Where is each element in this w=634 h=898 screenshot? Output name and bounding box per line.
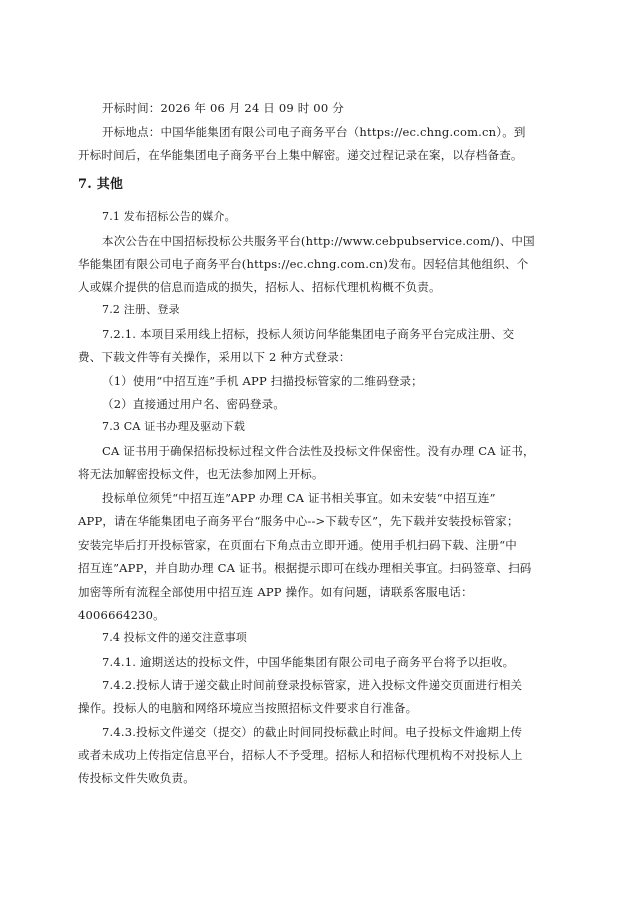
paragraph-line: 7.2.1. 本项目采用线上招标，投标人须访问华能集团电子商务平台完成注册、交 (102, 327, 515, 341)
paragraph-line: 操作。投标人的电脑和网络环境应当按照招标文件要求自行准备。 (78, 701, 418, 715)
paragraph-line: 7.4.1. 逾期送达的投标文件，中国华能集团有限公司电子商务平台将予以拒收。 (102, 655, 515, 669)
paragraph-line: 人或媒介提供的信息而造成的损失，招标人、招标代理机构概不负责。 (78, 280, 441, 294)
paragraph-line: 7.4.2.投标人请于递交截止时间前登录投标管家，进入投标文件递交页面进行相关 (102, 678, 523, 692)
paragraph-line: 将无法加解密投标文件，也无法参加网上开标。 (78, 467, 324, 481)
paragraph-line: 费、下载文件等有关操作，采用以下 2 种方式登录： (78, 350, 351, 364)
opening-location: 开标地点：中国华能集团有限公司电子商务平台（https://ec.chng.com.cn）。到 (102, 125, 526, 139)
subsection-heading-7-2: 7.2 注册、登录 (102, 303, 180, 316)
opening-time: 开标时间：2026 年 06 月 24 日 09 时 00 分 (102, 101, 344, 115)
phone-number: 4006664230。 (78, 608, 165, 622)
paragraph-line: 本次公告在中国招标投标公共服务平台(http://www.cebpubservice.com/)、中国 (102, 234, 535, 248)
paragraph-line: CA 证书用于确保招标投标过程文件合法性及投标文件保密性。没有办理 CA 证书， (102, 444, 535, 458)
subsection-heading-7-4: 7.4 投标文件的递交注意事项 (102, 631, 247, 644)
paragraph-line: 投标单位须凭“中招互连”APP 办理 CA 证书相关事宜。如未安装“中招互连” (102, 491, 496, 505)
paragraph-line: 华能集团有限公司电子商务平台(https://ec.chng.com.cn)发布。因轻信其他组织、个 (78, 257, 529, 271)
subsection-heading-7-1: 7.1 发布招标公告的媒介。 (102, 210, 236, 223)
paragraph-line: 安装完毕后打开投标管家，在页面右下角点击立即开通。使用手机扫码下载、注册“中 (78, 538, 517, 552)
subsection-heading-7-3: 7.3 CA 证书办理及驱动下载 (102, 420, 246, 433)
list-item: （1）使用“中招互连”手机 APP 扫描投标管家的二维码登录； (102, 374, 423, 388)
list-item: （2）直接通过用户名、密码登录。 (102, 397, 286, 411)
paragraph-line: 加密等所有流程全部使用中招互连 APP 操作。如有问题，请联系客服电话： (78, 585, 473, 599)
paragraph-line: APP，请在华能集团电子商务平台“服务中心-->下载专区”，先下载并安装投标管家； (78, 514, 519, 528)
paragraph-line: 或者未成功上传指定信息平台，招标人不予受理。招标人和招标代理机构不对投标人上 (78, 748, 523, 762)
paragraph-line: 开标时间后，在华能集团电子商务平台上集中解密。递交过程记录在案，以存档备查。 (78, 148, 523, 162)
paragraph-line: 招互连”APP，并自助办理 CA 证书。根据提示即可在线办理相关事宜。扫码签章、扫码 (78, 561, 532, 575)
paragraph-line: 7.4.3.投标文件递交（提交）的截止时间同投标截止时间。电子投标文件逾期上传 (102, 725, 523, 739)
section-heading-7: 7. 其他 (78, 177, 124, 192)
paragraph-line: 传投标文件失败负责。 (78, 771, 195, 785)
